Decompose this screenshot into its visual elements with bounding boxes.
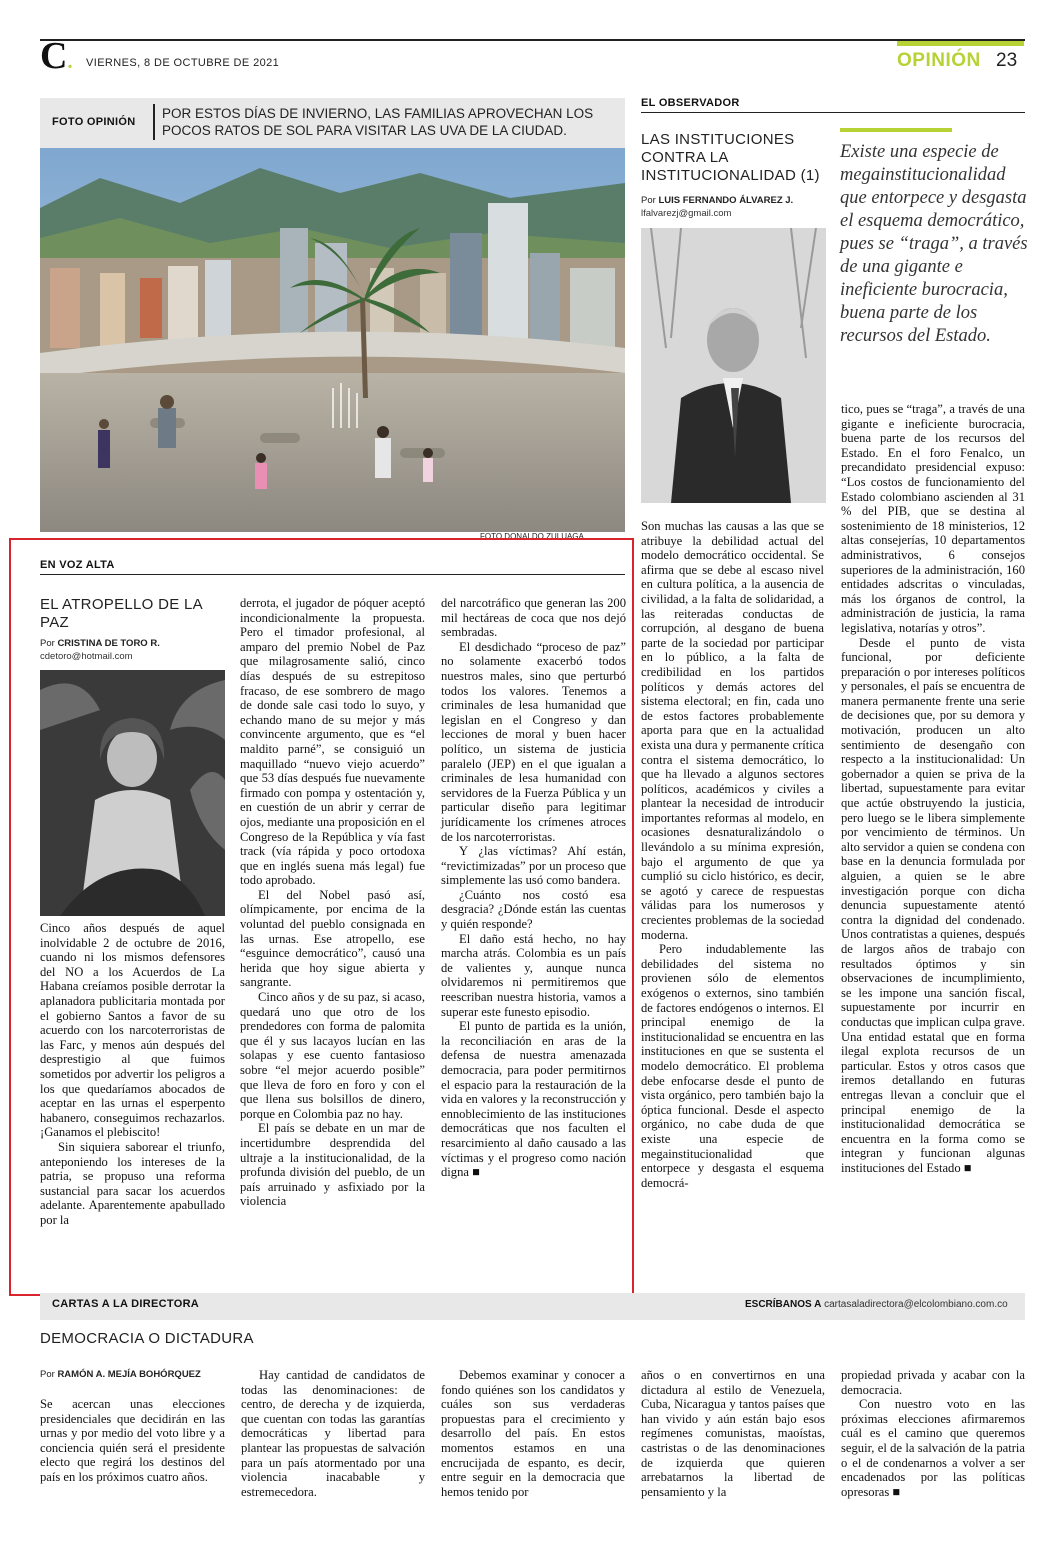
paragraph: Cinco años y de su paz, si acaso, quedará uno que otro de los prendedores con forma de palomita que él y sus lacayos lucían en las solapas y ese cuento fantasioso sobre “el mejor acuerdo posible” que lleva de foro en foro y con el que llena sus bolsillos de dinero, porque en Colombia paz no hay.	[240, 990, 425, 1121]
quote-accent-bar	[840, 128, 952, 132]
foto-opinion-divider	[153, 104, 155, 140]
voz-alta-email: cdetoro@hotmail.com	[40, 651, 133, 662]
paragraph: propiedad privada y acabar con la democracia.	[841, 1368, 1025, 1397]
paragraph: tico, pues se “traga”, a través de una gigante e ineficiente burocracia, buena parte de los recursos del Estado. En el foro Fenalco, un precandidato presidencial expuso: “Los costos de funcionamiento del Estado colombiano ascienden al 31 % del PIB, que se destina al sostenimiento de 18 ministerios, 12 altas consejerías, 10 departamentos administrativos, 6 consejos superiores de la administración, 160 entidades adscritas o vinculadas, más los órganos de control, la administración de justicia, la rama legislativa, notarías y otros”.	[841, 402, 1025, 635]
paragraph: años o en convertirnos en una dictadura al estilo de Venezuela, Cuba, Nicaragua y tantos países que han vivido y aún están bajo esos regímenes comunistas, maoístas, castristas o de las denominaciones de izquierda que quieren arrebatarnos la libertad de pensamiento y la	[641, 1368, 825, 1499]
paragraph: Cinco años después de aquel inolvidable 2 de octubre de 2016, cuando ni los mismos defensores del NO a los Acuerdos de La Habana creíamos posible derrotar la aplanadora publicitaria montada por el gobierno Santos a favor de su acuerdo con los narcoterroristas de las Farc, y menos aún después del desprestigio al que fuimos sometidos por advertir los peligros a los que quedaríamos abocados de aceptar en las urnas el esperpento habanero, conseguimos rechazarlos. ¡Ganamos el plebiscito!	[40, 921, 225, 1140]
paragraph: ¿Cuánto nos costó esa desgracia? ¿Dónde están las cuentas y quién responde?	[441, 887, 626, 932]
cartas-kicker: CARTAS A LA DIRECTORA	[52, 1298, 200, 1310]
paragraph: El desdichado “proceso de paz” no solamente exacerbó todos nuestros males, sino que perturbó todos los valores. Tenemos a criminales de lesa humanidad que legislan en el Congreso y dan lecciones de moral y buen hacer político, un sistema de justicia paralelo (JEP) en el que igualan a criminales de lesa humanidad con servidores de la Fuerza Pública y un particular diseño para legitimar jurídicamente los crímenes atroces de los narcoterroristas.	[441, 639, 626, 844]
foto-opinion-label: FOTO OPINIÓN	[52, 116, 136, 128]
cartas-column-1	[40, 1397, 225, 1485]
observador-email: lfalvarezj@gmail.com	[641, 208, 732, 219]
section-accent-bar	[897, 41, 1024, 46]
voz-alta-kicker: EN VOZ ALTA	[40, 559, 115, 571]
paragraph: Sin siquiera saborear el triunfo, anteponiendo los intereses de la patria, se propuso una reforma sustancial para sacar los acuerdos adelante. Aparentemente apabullado por la	[40, 1139, 225, 1227]
observador-column-1	[641, 519, 824, 1190]
voz-alta-byline: Por CRISTINA DE TORO R.	[40, 638, 160, 649]
paragraph: El del Nobel pasó así, olímpicamente, por encima de la voluntad del pueblo consignada en las urnas. Ese atropello, ese “esguince democrático”, causó una herida que hoy sigue abierta y sangrante.	[240, 887, 425, 990]
observador-pull-quote: Existe una especie de megainstitucionalidad que entorpece y desgasta el esquema democrático, pues se “traga”, a través de una gigante e ineficiente burocracia, buena parte de los recursos del Estado.	[840, 142, 1028, 346]
issue-date: VIERNES, 8 DE OCTUBRE DE 2021	[86, 57, 280, 69]
author-portrait-alvarez	[641, 228, 826, 503]
paragraph: Se acercan unas elecciones presidenciales que decidirán en las urnas y por medio del voto libre y a conciencia quién será el presidente electo que regirá los destinos del país en los próximos cuatro años.	[40, 1397, 225, 1484]
observador-title: LAS INSTITUCIONES CONTRA LA INSTITUCIONALIDAD (1)	[641, 131, 820, 184]
city-fountain-photo	[40, 148, 625, 532]
paragraph: El país se debate en un mar de incertidumbre desprendida del ultraje a la institucionalidad, de la profunda división del pueblo, de un país arruinado y asfixiado por la violencia	[240, 1121, 425, 1209]
highlight-frame	[9, 538, 634, 1296]
paragraph: Pero indudablemente las debilidades del sistema no provienen sólo de elementos exógenos o externos, sino también de factores endógenos o internos. El principal enemigo de la institucionalidad se encuentra en las instituciones en que se sustenta el modelo democrático. El problema debe enfocarse desde el punto de vista orgánico, pero también bajo la óptica funcional. Desde el aspecto orgánico, no cabe duda de que existe una especie de megainstitucionalidad que entorpece y desgasta el esquema democrá-	[641, 942, 824, 1190]
cartas-column-2	[241, 1368, 425, 1499]
photo-credit: FOTO DONALDO ZULUAGA	[480, 532, 584, 541]
paragraph: Desde el punto de vista funcional, por deficiente preparación o por intereses políticos y personales, el país se encuentra de manera permanente frente una serie de decisiones que, por su demora y motivación, producen un alto sentimiento de desengaño con respecto a la institucionalidad: Un gobernador a quien se priva de la libertad, supuestamente para evitar que actúe obstruyendo la justicia, pero luego se le libera simplemente por vencimiento de términos. Un alto servidor a quien se condena con base en la denuncia formulada por alguien, a quien se le abre investigación porque con dicha denuncia supuestamente atentó contra la dignidad del condenado. Unos contratistas a quienes, después de largos años de trabajo con resultados óptimos y sin observaciones de incumplimiento, se les impone una sanción fiscal, supuestamente por incurrir en conductas que implican culpa grave. Una entidad estatal que en forma ilegal explota recursos de un particular. Estos y otros casos que iremos detallando en futuras entregas llevan a concluir que el principal enemigo de la institucionalidad democrática se encuentra en la forma como se integran y funcionan algunas instituciones del Estado ■	[841, 635, 1025, 1175]
paragraph: El daño está hecho, no hay marcha atrás. Colombia es un país de valientes y, aunque nunca olvidaremos ni permitiremos que reescriban nuestra historia, vamos a superar este funesto episodio.	[441, 931, 626, 1019]
section-name: OPINIÓN	[897, 50, 981, 71]
cartas-column-5	[841, 1368, 1025, 1499]
paragraph: derrota, el jugador de póquer aceptó incondicionalmente la propuesta. Pero el timador profesional, al amparo del premio Nobel de Paz que milagrosamente salió, cinco días después de su estrepitoso fracaso, de ese sombrero de mago de donde sale casi todo lo suyo, y echando mano de su mejor y más convincente argumento, que es “el maldito parné”, se consiguió un maquillado “nuevo viejo acuerdo” que 53 días después fue nuevamente firmado con pompa y ostentación y, en cuestión de un abrir y cerrar de ojos, mediante una proposición en el Congreso de la República y vía fast track (vía rápida y poco ortodoxa que en inglés suena más legal) fue todo aprobado.	[240, 596, 425, 888]
observador-rule	[641, 112, 1025, 113]
observador-byline: Por LUIS FERNANDO ÁLVAREZ J.	[641, 195, 794, 206]
paragraph: Con nuestro voto en las próximas elecciones afirmaremos cuál es el camino que queremos seguir, el de la salvación de la patria o el de condenarnos a volver a ser encadenados por las políticas opresoras ■	[841, 1397, 1025, 1499]
page-number: 23	[996, 50, 1018, 71]
paragraph: Son muchas las causas a las que se atribuye la debilidad actual del modelo democrático occidental. Se afirma que se debe al escaso nivel en cultura política, a la ausencia de civilidad, a la falta de solidaridad, a las reiteradas conductas de corrupción, al desgano de buena parte de la sociedad por participar en lo público, a la falta de credibilidad en los partidos políticos y demás actores del sistema electoral; en fin, cada uno de estos factores probablemente aporta para que en la actualidad exista una dura y permanente crítica contra el sistema democrático, lo que ha llevado a algunos sectores políticos, académicos y civiles a plantear la necesidad de introducir importantes reformas al modelo, en ocasiones desnaturalizándolo o llevándolo a su mínima expresión, bajo el argumento de que ya cumplió su ciclo histórico, es decir, se agotó y carece de respuestas válidas para los numerosos y crecientes problemas de la sociedad moderna.	[641, 519, 824, 942]
paragraph: del narcotráfico que generan las 200 mil hectáreas de coca que nos dejó sembradas.	[441, 596, 626, 640]
paragraph: El punto de partida es la unión, la reconciliación en aras de la defensa de nuestra amenazada democracia, para poder permitirnos el espacio para la restauración de la vida en valores y la reconstrucción y ennoblecimiento de las instituciones democráticas que nos faculten el resarcimiento al daño causado a las víctimas y el progreso como nación digna ■	[441, 1019, 626, 1180]
cartas-column-4	[641, 1368, 825, 1499]
cartas-byline: Por RAMÓN A. MEJÍA BOHÓRQUEZ	[40, 1369, 201, 1380]
cartas-column-3	[441, 1368, 625, 1499]
observador-kicker: EL OBSERVADOR	[641, 97, 740, 109]
cartas-contact: ESCRÍBANOS A cartasaladirectora@elcolombiano.com.co	[745, 1299, 1008, 1310]
paragraph: Y ¿las víctimas? Ahí están, “revictimizadas” por un proceso que simplemente las usó como bandera.	[441, 844, 626, 888]
observador-column-2	[841, 402, 1025, 1175]
foto-opinion-caption: POR ESTOS DÍAS DE INVIERNO, LAS FAMILIAS APROVECHAN LOS POCOS RATOS DE SOL PARA VISITAR LAS UVA DE LA CIUDAD.	[162, 106, 594, 138]
voz-alta-title: EL ATROPELLO DE LA PAZ	[40, 596, 203, 631]
paragraph: Debemos examinar y conocer a fondo quiénes son los candidatos y cuáles son sus verdaderas propuestas para el crecimiento y desarrollo del país. En estos momentos estamos en una encrucijada de espanto, es decir, entre seguir en la democracia que hemos tenido por	[441, 1368, 625, 1499]
paragraph: Hay cantidad de candidatos de todas las denominaciones: de centro, de derecha y de izquierda, que cuentan con todas las garantías democráticas y libertad para plantear las propuestas de salvación para un país atormentado por una violencia inacabable y estremecedora.	[241, 1368, 425, 1499]
cartas-title: DEMOCRACIA O DICTADURA	[40, 1330, 254, 1347]
newspaper-logo: C.	[40, 35, 73, 77]
header-rule	[40, 39, 1025, 41]
